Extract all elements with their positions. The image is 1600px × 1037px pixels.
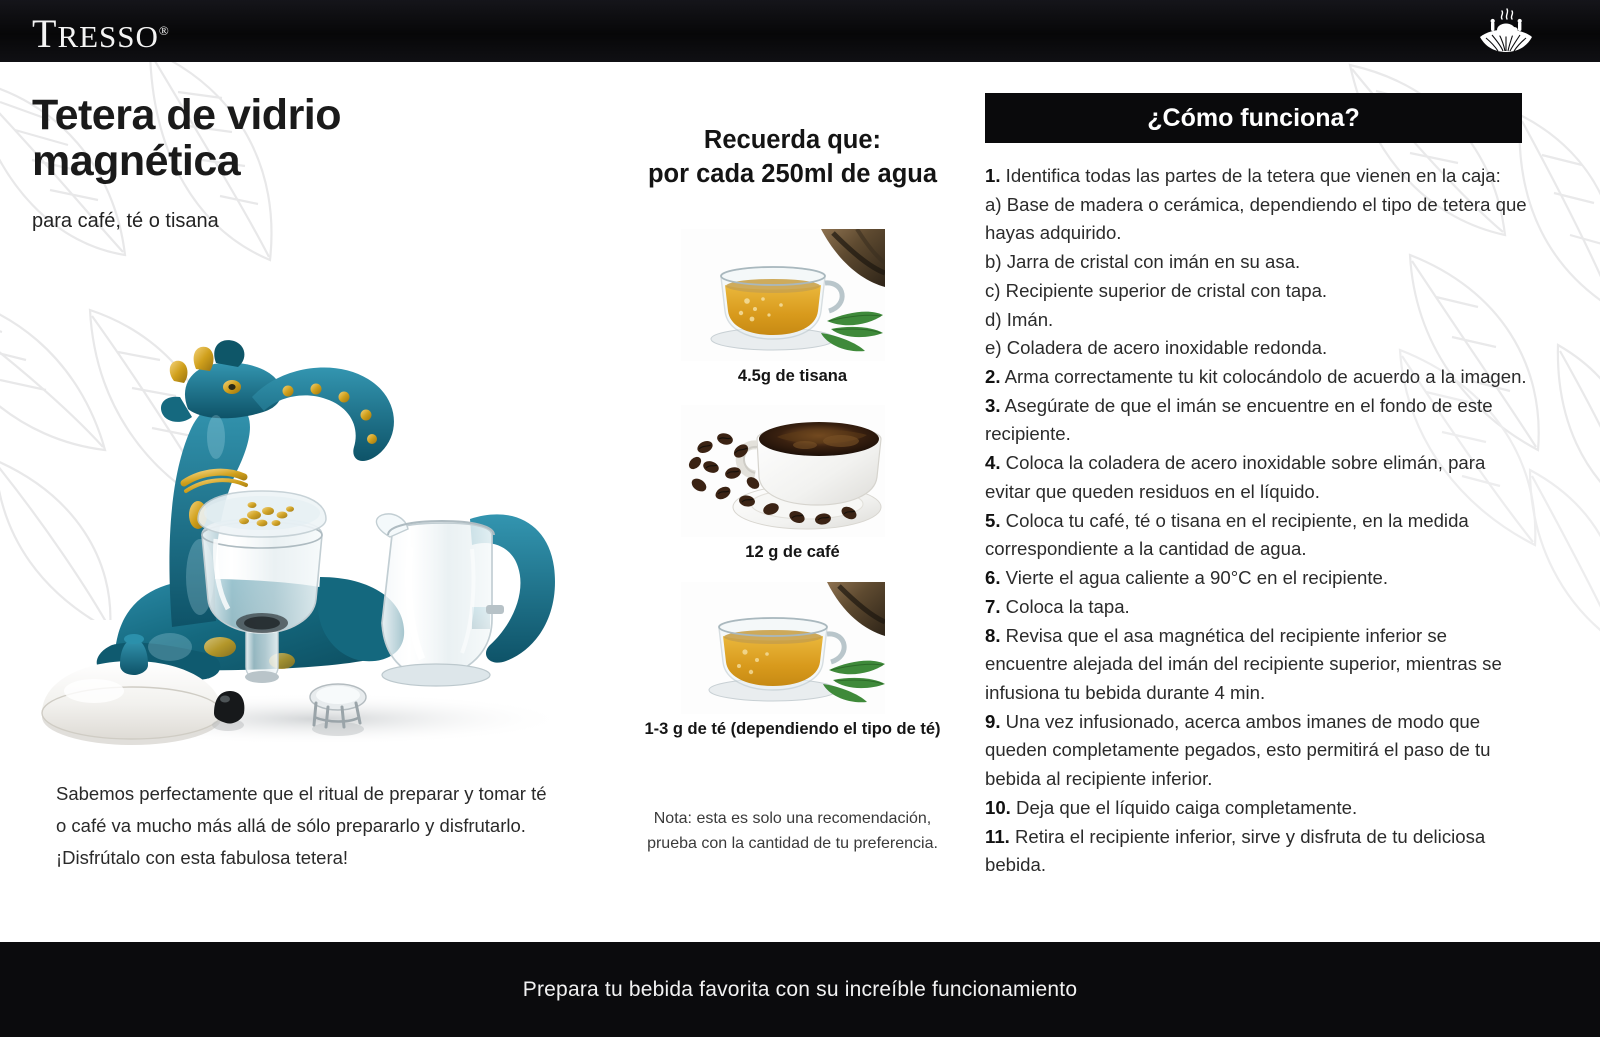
amount-cafe: 12 g de café (745, 543, 840, 561)
brand-logo-initial: T (32, 11, 58, 57)
step-text: Coloca la tapa. (1000, 595, 1130, 617)
instruction-subitem (985, 277, 1530, 306)
step-number: 6. (985, 567, 1001, 589)
brand-logo-text (32, 11, 159, 57)
page-title: Tetera de vidrio magnética (32, 91, 342, 186)
instruction-step (985, 449, 1530, 506)
brand-logo-body: RESSO (57, 19, 159, 55)
page-subtitle: para café, té o tisana (32, 210, 219, 232)
instruction-step (985, 622, 1530, 708)
step-text: Identifica todas las partes de la tetera que vienen en la caja: (1000, 165, 1501, 186)
brand-logo (32, 10, 170, 58)
dosage-heading-line-1: Recuerda que: (703, 126, 882, 154)
step-text: a) Base de madera o cerámica, dependiendo el tipo de tetera que hayas adquirido. (985, 193, 1527, 244)
step-text: b) Jarra de cristal con imán en su asa. (985, 251, 1301, 273)
instruction-step (985, 363, 1530, 392)
footer-text: Prepara tu bebida favorita con su increíble funcionamiento (522, 977, 1078, 1001)
step-number: 5. (985, 509, 1001, 531)
note-line-1: Nota: esta es solo una recomendación, (653, 810, 932, 827)
step-number: 2. (985, 366, 1001, 388)
middle-column (600, 62, 985, 942)
step-number: 3. (985, 394, 1001, 416)
how-it-works-heading: ¿Cómo funciona? (985, 93, 1522, 143)
instruction-steps (985, 162, 1530, 880)
step-text: Vierte el agua caliente a 90°C en el recipiente. (1000, 567, 1388, 589)
instruction-step (985, 392, 1530, 449)
step-number: 8. (985, 624, 1001, 646)
step-number: 1. (985, 165, 1001, 186)
step-number: 9. (985, 710, 1001, 732)
blurb-line-3: ¡Disfrútalo con esta fabulosa tetera! (56, 846, 349, 868)
step-text: Asegúrate de que el imán se encuentre en el fondo de este recipiente. (985, 394, 1493, 445)
step-number: 7. (985, 595, 1001, 617)
top-bar-gradient (0, 0, 1600, 62)
top-bar (0, 0, 1600, 62)
step-text: Deja que el líquido caiga completamente. (1010, 796, 1358, 818)
instruction-subitem (985, 306, 1530, 335)
instruction-step (985, 162, 1530, 191)
dosage-note (620, 807, 965, 857)
green-tea-cup-photo (681, 582, 885, 714)
product-photo (20, 247, 640, 767)
instruction-step (985, 708, 1530, 794)
step-text: Una vez infusionado, acerca ambos imanes de modo que queden completamente pegados, esto permitirá el paso de tu bebida al recipiente inferior. (985, 710, 1491, 790)
step-number: 11. (985, 825, 1010, 847)
step-number: 4. (985, 452, 1001, 474)
instruction-step (985, 794, 1530, 823)
step-text: Coloca la coladera de acero inoxidable sobre elimán, para evitar que queden residuos en el líquido. (985, 452, 1486, 502)
blurb-line-1: Sabemos perfectamente que el ritual de preparar y tomar té (56, 783, 547, 804)
glass-pitcher (376, 514, 555, 686)
footer-bar (0, 942, 1600, 1037)
step-text: Retira el recipiente inferior, sirve y disfruta de tu deliciosa bebida. (985, 825, 1486, 876)
intro-blurb (56, 778, 576, 873)
amount-te: 1-3 g de té (dependiendo el tipo de té) (644, 720, 941, 738)
instruction-step (985, 507, 1530, 564)
step-text: Arma correctamente tu kit colocándolo de acuerdo a la imagen. (1000, 366, 1527, 388)
note-line-2: prueba con la cantidad de tu preferencia. (647, 834, 938, 852)
instruction-subitem (985, 191, 1530, 248)
dosage-heading-line-2: por cada 250ml de agua (647, 159, 938, 188)
amount-tisana: 4.5g de tisana (737, 367, 848, 385)
dosage-heading (600, 124, 985, 192)
instruction-subitem (985, 334, 1530, 363)
blurb-line-2: o café va mucho más allá de sólo prepararlo y disfrutarlo. (56, 814, 526, 836)
step-text: e) Coladera de acero inoxidable redonda. (985, 337, 1328, 359)
step-number: 10. (985, 796, 1011, 818)
coffee-cup-plantation-icon (1474, 7, 1538, 55)
coffee-cup-beans-photo (681, 405, 885, 537)
step-text: Revisa que el asa magnética del recipiente inferior se encuentre alejada del imán del recipiente superior, mientras se infusiona tu bebida durante 4 min. (985, 624, 1502, 703)
instruction-step (985, 564, 1530, 593)
instruction-subitem (985, 248, 1530, 277)
herbal-tea-cup-photo (681, 229, 885, 361)
instruction-step (985, 823, 1530, 880)
step-text: d) Imán. (985, 308, 1054, 330)
left-column (0, 62, 600, 942)
instruction-step (985, 593, 1530, 622)
right-column (985, 62, 1600, 942)
registered-mark: ® (158, 23, 170, 38)
step-text: c) Recipiente superior de cristal con tapa. (985, 279, 1328, 301)
step-text: Coloca tu café, té o tisana en el recipiente, en la medida correspondiente a la cantidad de agua. (985, 509, 1469, 560)
